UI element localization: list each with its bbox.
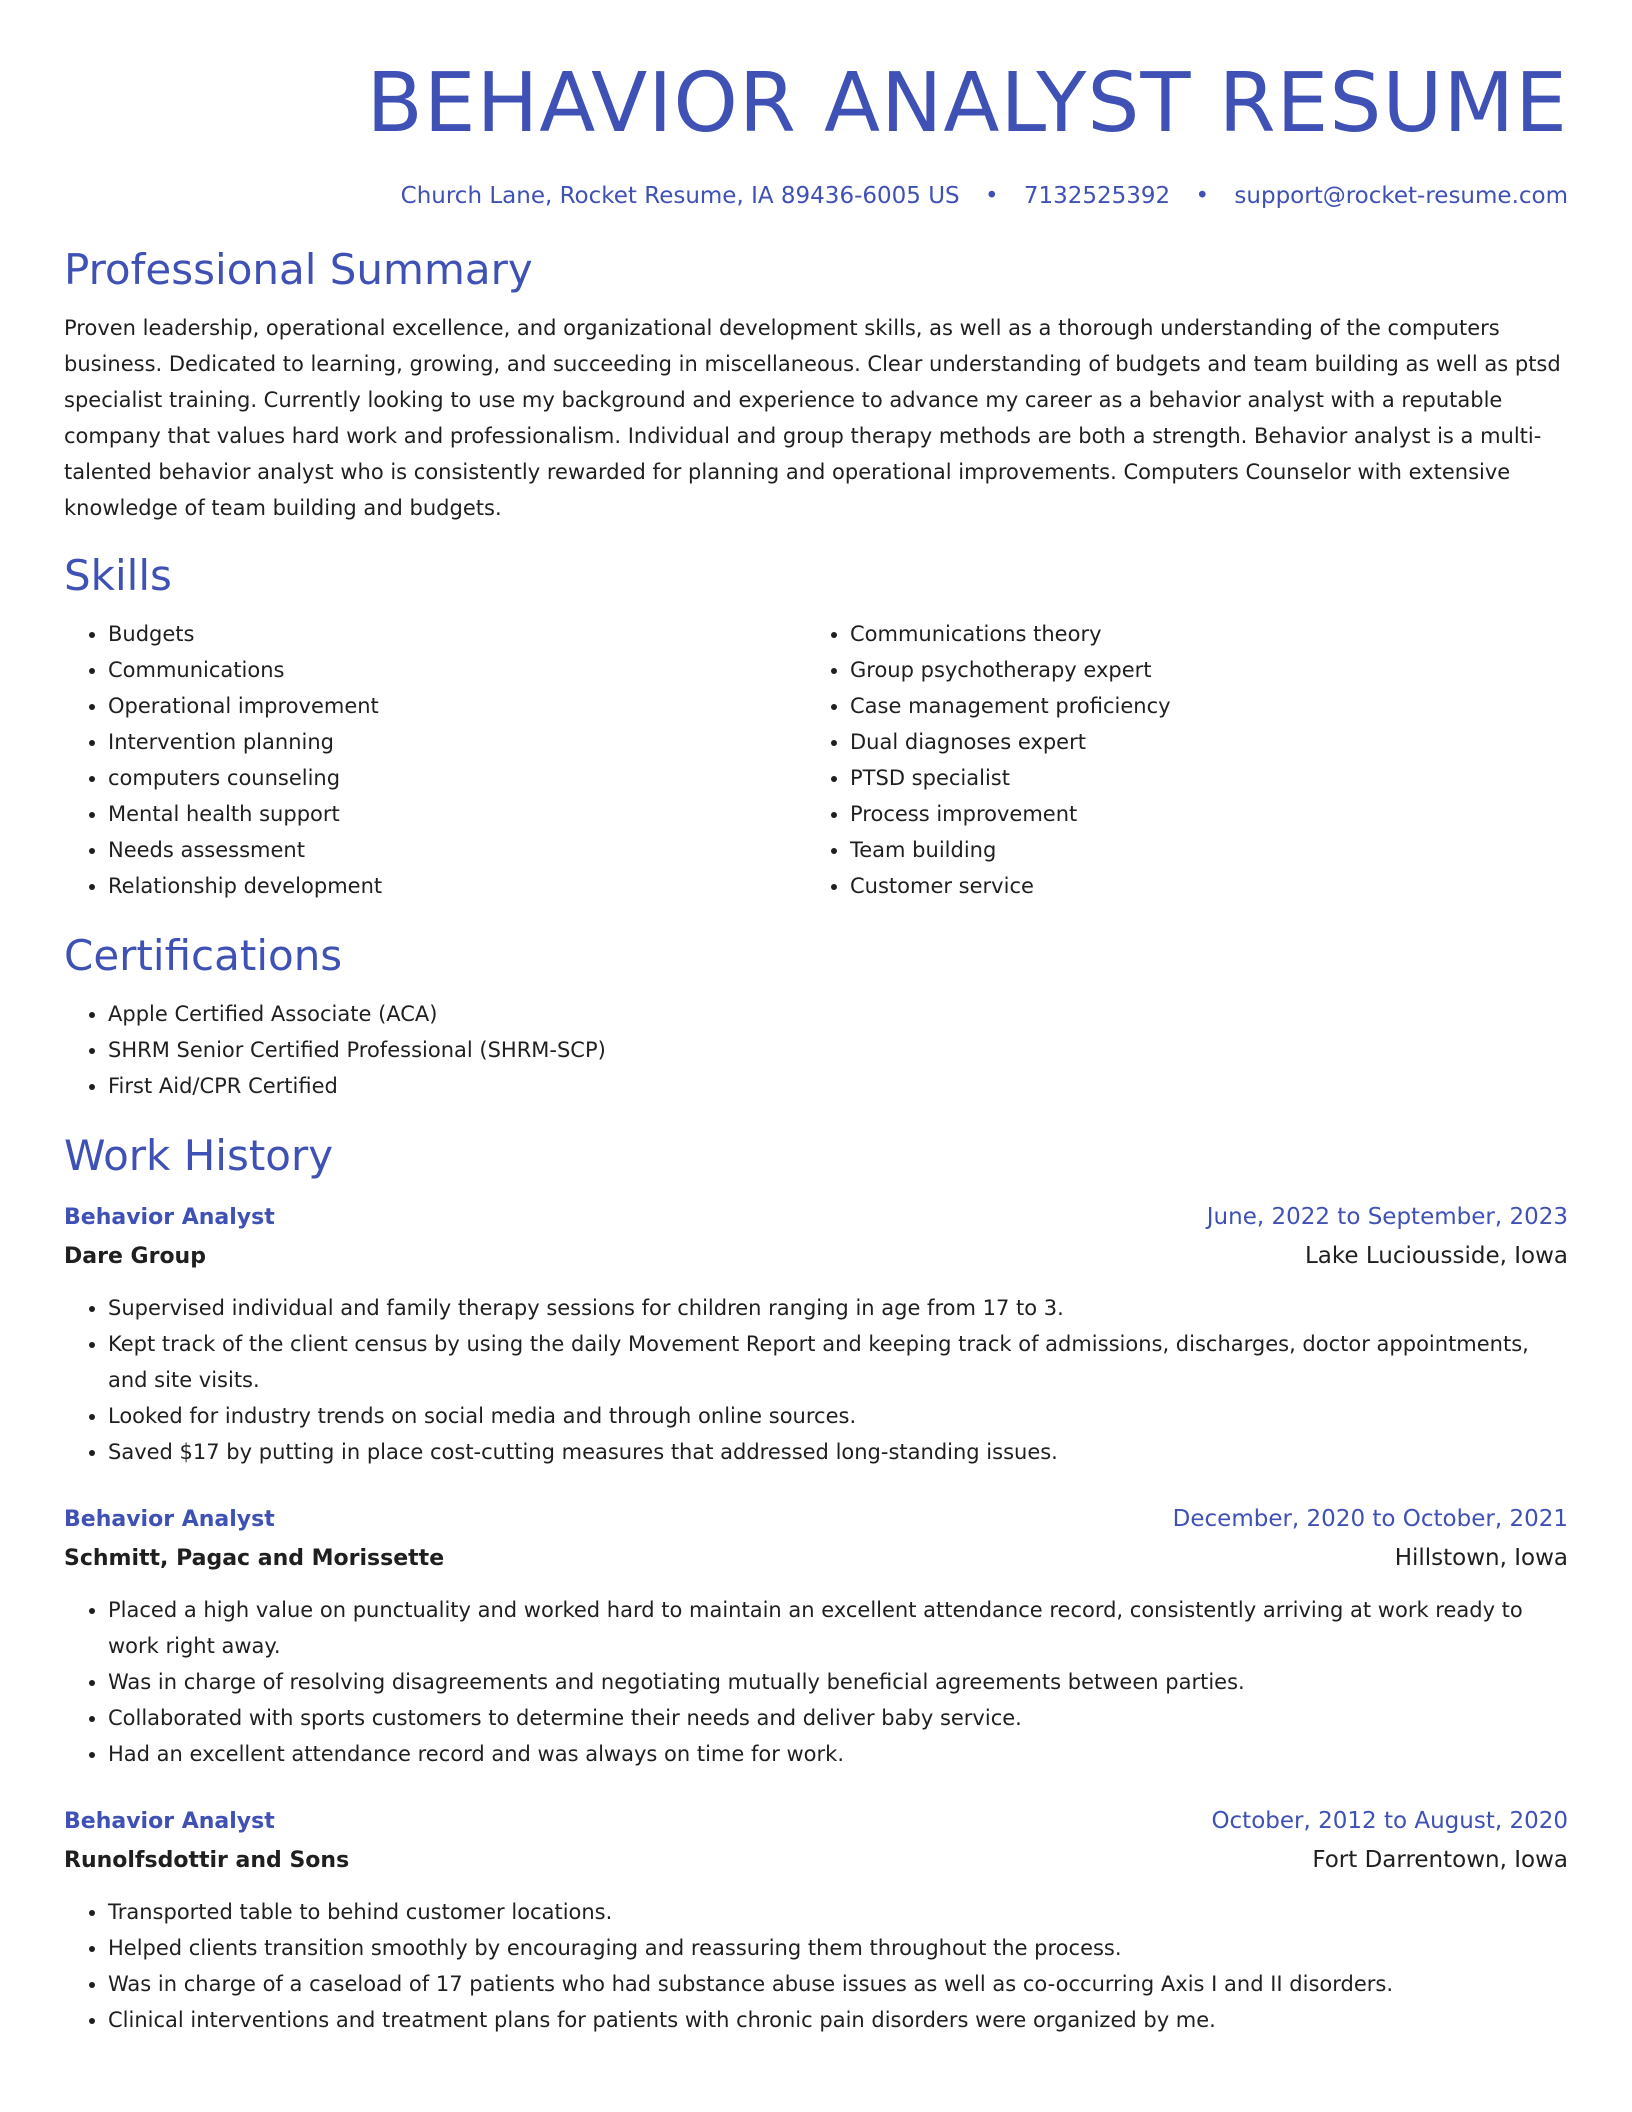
skill-item: • Relationship development: [108, 868, 806, 904]
skill-item: • Group psychotherapy expert: [850, 652, 1548, 688]
skills-title: Skills: [64, 551, 172, 600]
job-bullet: • Transported table to behind customer locations.: [108, 1894, 1568, 1930]
job-bullets: [64, 1894, 1568, 2038]
contact-address: Church Lane, Rocket Resume, IA 89436-6005 US: [400, 183, 960, 209]
job-title: Behavior Analyst: [64, 1205, 275, 1230]
job-bullet: • Had an excellent attendance record and was always on time for work.: [108, 1736, 1568, 1772]
job-location: Lake Luciousside, Iowa: [1304, 1243, 1568, 1269]
contact-separator: •: [1195, 183, 1210, 209]
job-bullet: • Collaborated with sports customers to determine their needs and deliver baby service.: [108, 1700, 1568, 1736]
job-company: Schmitt, Pagac and Morissette: [64, 1546, 445, 1571]
job-bullets: [64, 1290, 1568, 1470]
job-location: Fort Darrentown, Iowa: [1312, 1847, 1568, 1873]
job-title: Behavior Analyst: [64, 1809, 275, 1834]
skill-item: • Team building: [850, 832, 1548, 868]
certification-item: • Apple Certified Associate (ACA): [108, 996, 1568, 1032]
job-bullet: • Clinical interventions and treatment plans for patients with chronic pain disorders were organized by me.: [108, 2002, 1568, 2038]
skill-item: • Mental health support: [108, 796, 806, 832]
skill-item: • Case management proficiency: [850, 688, 1548, 724]
contact-separator: •: [984, 183, 999, 209]
job-bullet: • Kept track of the client census by using the daily Movement Report and keeping track of admissions, discharges, doctor appointments, and site visits.: [108, 1326, 1568, 1398]
job-entry: [64, 1802, 1568, 2038]
contact-phone: 7132525392: [1023, 183, 1171, 209]
skill-item: • Needs assessment: [108, 832, 806, 868]
certifications-list: [64, 996, 1568, 1104]
skill-item: • Intervention planning: [108, 724, 806, 760]
skill-item: • Operational improvement: [108, 688, 806, 724]
job-company: Runolfsdottir and Sons: [64, 1848, 350, 1873]
skill-item: • Communications: [108, 652, 806, 688]
resume-page: [64, 0, 1568, 2038]
certifications-title: Certifications: [64, 931, 343, 980]
summary-text: Proven leadership, operational excellence, and organizational development skills, as well as a thorough understanding of the computers business. Dedicated to learning, growing, and succeeding in miscellaneous. Clear understanding of budgets and team building as well as ptsd specialist training. Currently looking to use my background and experience to advance my career as a behavior analyst with a reputable company that values hard work and professionalism. Individual and group therapy methods are both a strength. Behavior analyst is a multi-talented behavior analyst who is consistently rewarded for planning and operational improvements. Computers Counselor with extensive knowledge of team building and budgets.: [64, 316, 1561, 520]
contact-line: [64, 180, 1568, 212]
summary-title: Professional Summary: [64, 245, 533, 294]
job-bullet: • Supervised individual and family therapy sessions for children ranging in age from 17 to 3.: [108, 1290, 1568, 1326]
skill-item: • Dual diagnoses expert: [850, 724, 1548, 760]
skill-item: • Process improvement: [850, 796, 1548, 832]
skill-item: • Communications theory: [850, 616, 1548, 652]
job-bullet: • Was in charge of a caseload of 17 patients who had substance abuse issues as well as co-occurring Axis I and II disorders.: [108, 1966, 1568, 2002]
resume-name: BEHAVIOR ANALYST RESUME: [366, 56, 1568, 151]
skills-column-left: [64, 616, 806, 904]
job-dates: December, 2020 to October, 2021: [1172, 1506, 1568, 1532]
job-bullet: • Looked for industry trends on social media and through online sources.: [108, 1398, 1568, 1434]
skill-item: • computers counseling: [108, 760, 806, 796]
job-bullet: • Placed a high value on punctuality and worked hard to maintain an excellent attendance record, consistently arriving at work ready to work right away.: [108, 1592, 1568, 1664]
skills-list: [64, 616, 1568, 904]
job-entry: [64, 1500, 1568, 1772]
skill-item: • Budgets: [108, 616, 806, 652]
job-company: Dare Group: [64, 1244, 206, 1269]
job-location: Hillstown, Iowa: [1394, 1545, 1568, 1571]
job-bullets: [64, 1592, 1568, 1772]
job-bullet: • Saved $17 by putting in place cost-cutting measures that addressed long-standing issues.: [108, 1434, 1568, 1470]
job-dates: June, 2022 to September, 2023: [1206, 1204, 1568, 1230]
job-title: Behavior Analyst: [64, 1507, 275, 1532]
skill-item: • Customer service: [850, 868, 1548, 904]
job-bullet: • Helped clients transition smoothly by encouraging and reassuring them throughout the process.: [108, 1930, 1568, 1966]
skill-item: • PTSD specialist: [850, 760, 1548, 796]
contact-email: support@rocket-resume.com: [1234, 183, 1568, 209]
certification-item: • First Aid/CPR Certified: [108, 1068, 1568, 1104]
job-bullet: • Was in charge of resolving disagreements and negotiating mutually beneficial agreements between parties.: [108, 1664, 1568, 1700]
work-history-title: Work History: [64, 1131, 334, 1180]
job-dates: October, 2012 to August, 2020: [1211, 1808, 1568, 1834]
certification-item: • SHRM Senior Certified Professional (SHRM-SCP): [108, 1032, 1568, 1068]
skills-column-right: [806, 616, 1548, 904]
job-entry: [64, 1198, 1568, 1470]
